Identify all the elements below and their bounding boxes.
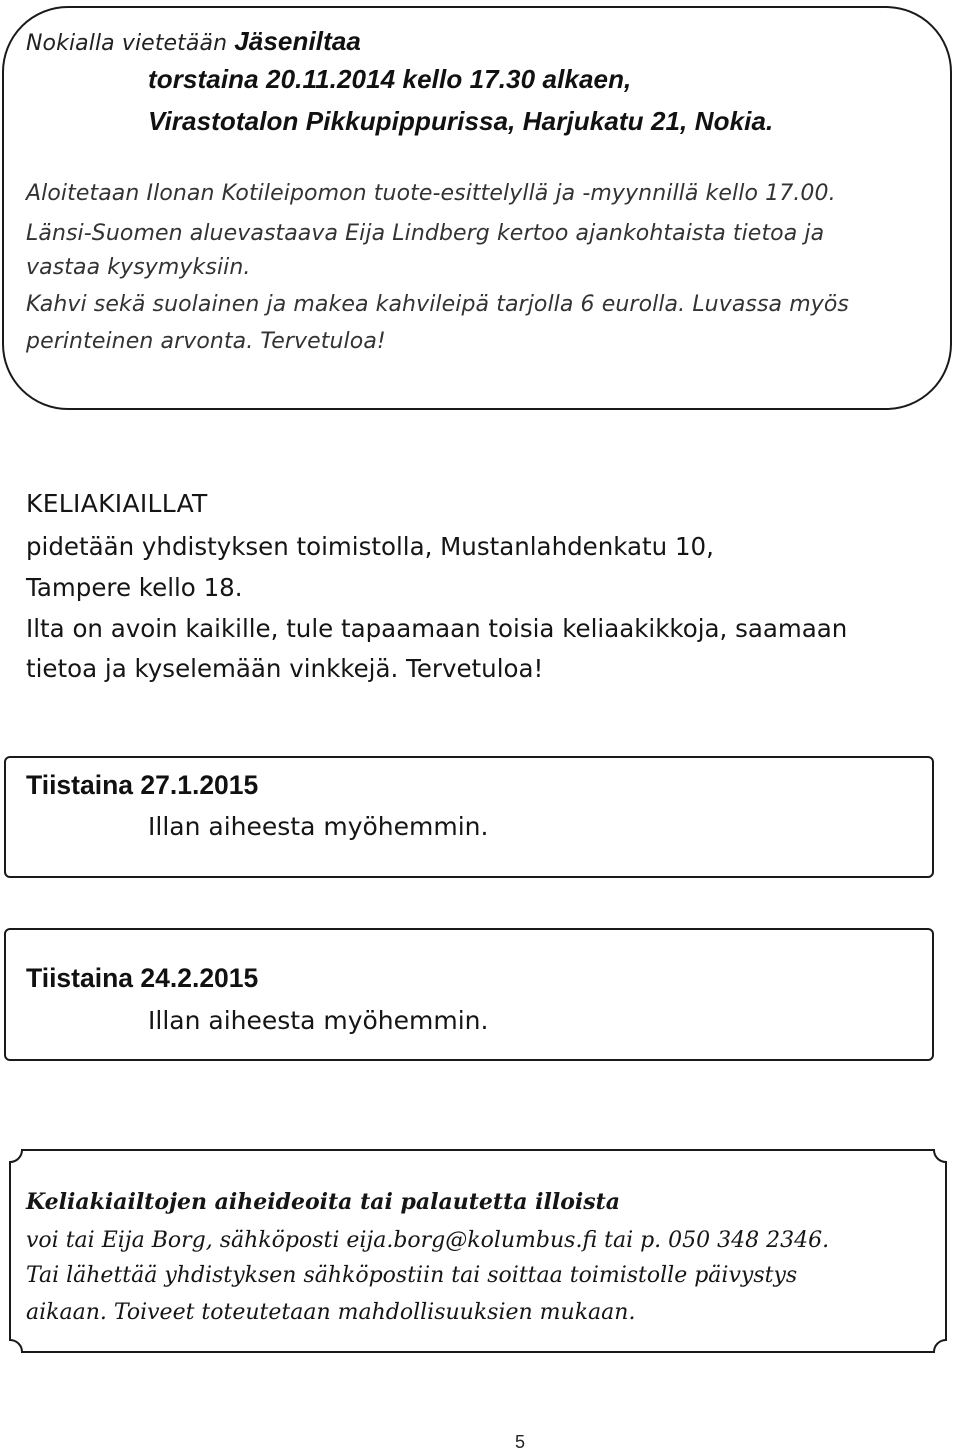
date-title: Tiistaina 24.2.2015 <box>26 963 259 993</box>
event-date-line: torstaina 20.11.2014 kello 17.30 alkaen, <box>148 64 632 94</box>
contact-line: voi tai Eija Borg, sähköposti eija.borg@kolumbus.fi tai p. 050 348 2346. <box>26 1228 830 1253</box>
contact-heading: Keliakiailtojen aiheideoita tai palautetta illoista <box>26 1189 621 1215</box>
event-paragraph-line: perinteinen arvonta. Tervetuloa! <box>26 329 386 354</box>
page-number: 5 <box>514 1432 525 1452</box>
event-paragraph-line: Länsi-Suomen aluevastaava Eija Lindberg kertoo ajankohtaista tietoa ja <box>26 221 825 246</box>
date-subtitle: Illan aiheesta myöhemmin. <box>148 1006 489 1035</box>
event-paragraph-line: Kahvi sekä suolainen ja makea kahvileipä tarjolla 6 eurolla. Luvassa myös <box>26 292 849 317</box>
keliakiaillat-line: tietoa ja kyselemään vinkkejä. Tervetuloa! <box>26 654 544 683</box>
date-box <box>4 756 934 878</box>
contact-line: aikaan. Toiveet toteutetaan mahdollisuuksien mukaan. <box>26 1300 636 1325</box>
date-box <box>4 928 934 1061</box>
event-venue-line: Virastotalon Pikkupippurissa, Harjukatu 21, Nokia. <box>148 106 774 136</box>
contact-line: Tai lähettää yhdistyksen sähköpostiin tai soittaa toimistolle päivystys <box>26 1263 798 1288</box>
event-paragraph-line: Aloitetaan Ilonan Kotileipomon tuote-esittelyllä ja -myynnillä kello 17.00. <box>26 181 836 206</box>
event-intro-title: Jäseniltaa <box>234 26 361 56</box>
keliakiaillat-title: KELIAKIAILLAT <box>26 489 208 518</box>
date-title: Tiistaina 27.1.2015 <box>26 770 259 800</box>
keliakiaillat-line: Tampere kello 18. <box>26 573 243 602</box>
contact-box <box>8 1148 948 1354</box>
event-intro-prefix: Nokialla vietetään <box>26 31 235 56</box>
event-paragraph-line: vastaa kysymyksiin. <box>26 255 251 280</box>
event-intro-line <box>26 26 361 59</box>
keliakiaillat-line: Ilta on avoin kaikille, tule tapaamaan toisia keliaakikkoja, saamaan <box>26 614 848 643</box>
date-subtitle: Illan aiheesta myöhemmin. <box>148 812 489 841</box>
keliakiaillat-line: pidetään yhdistyksen toimistolla, Mustanlahdenkatu 10, <box>26 532 714 561</box>
